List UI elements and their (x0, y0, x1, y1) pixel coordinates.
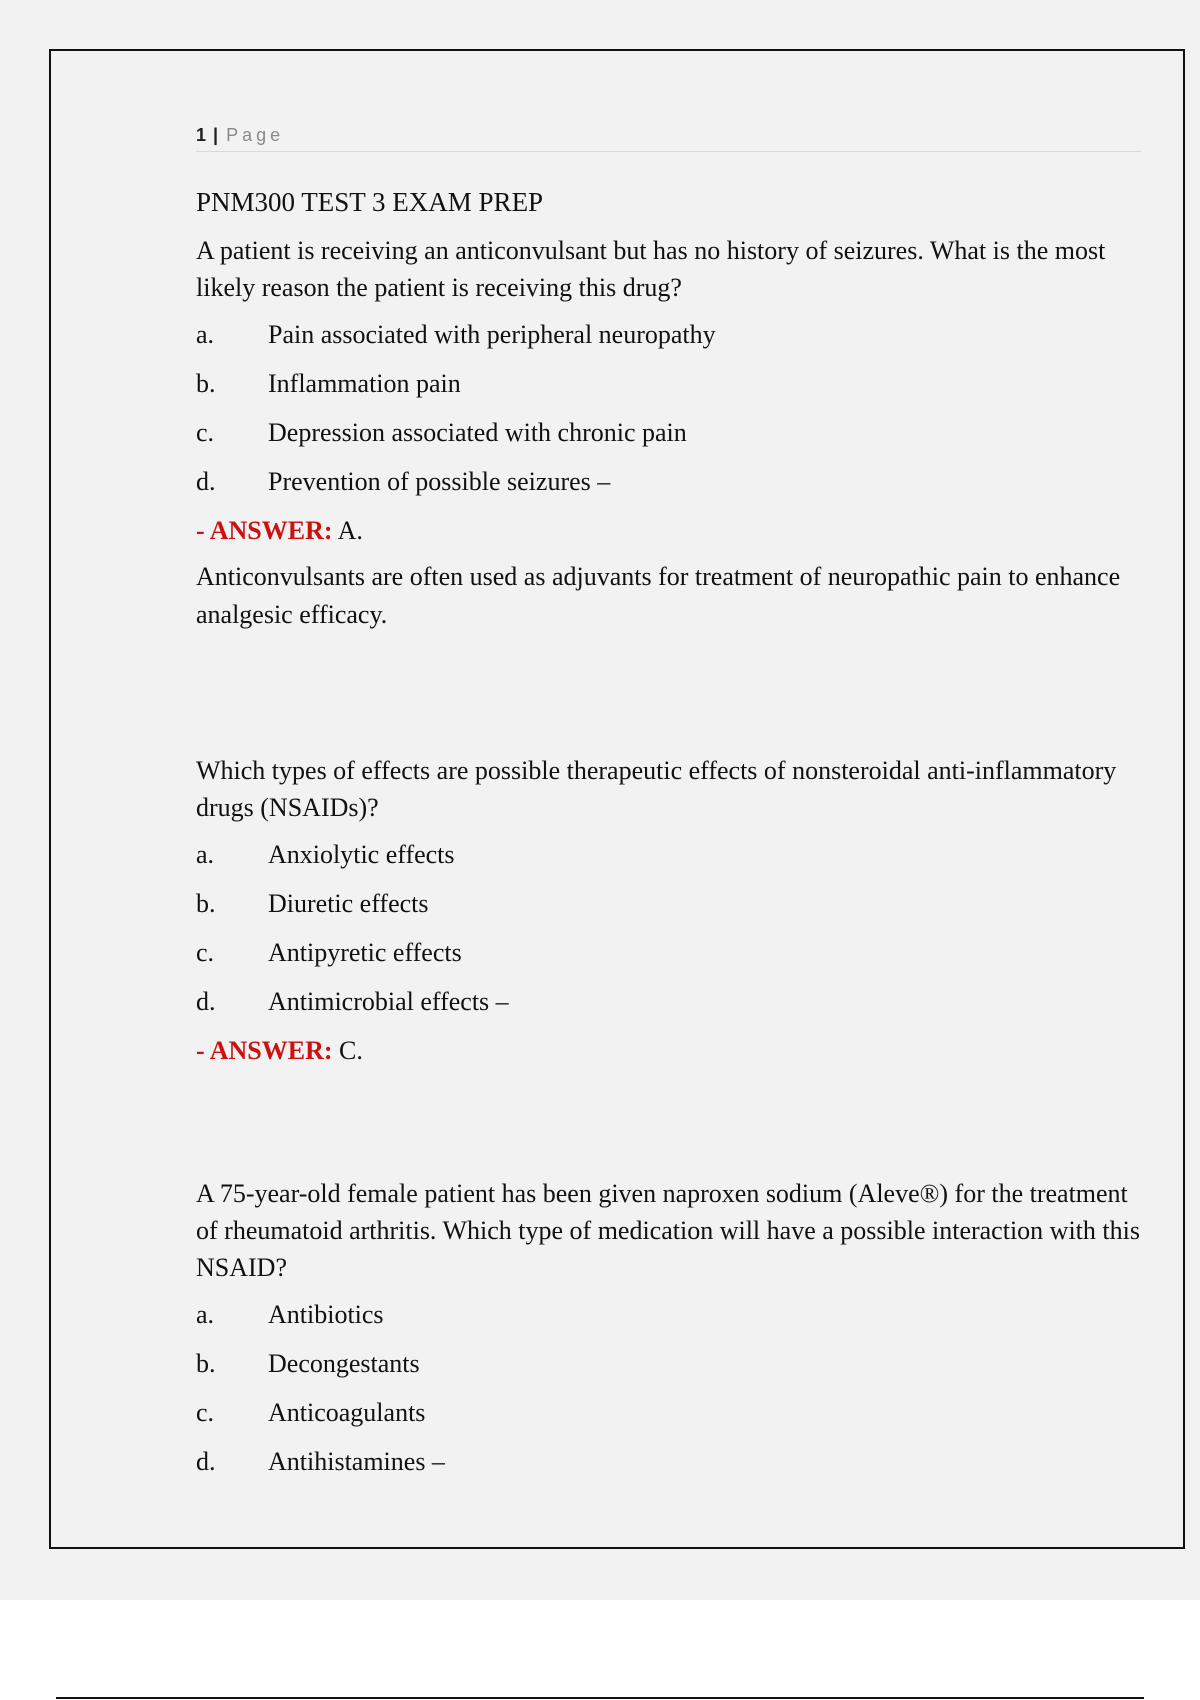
answer-label: - ANSWER: (196, 1036, 333, 1065)
option-item (196, 934, 1141, 983)
option-text: Antihistamines – (268, 1447, 445, 1476)
option-text: Pain associated with peripheral neuropathy (268, 320, 716, 349)
option-letter: c. (196, 1398, 215, 1427)
option-letter: b. (196, 889, 216, 918)
option-item (196, 885, 1141, 934)
question-3-options (196, 1296, 1141, 1492)
question-3-text: A 75-year-old female patient has been given naproxen sodium (Aleve®) for the treatment of rheumatoid arthritis. Which type of medication will have a possible interaction with this NSAID? (196, 1179, 1140, 1282)
page-content (196, 123, 1141, 1492)
option-item (196, 1394, 1141, 1443)
answer-label: - ANSWER: (196, 516, 333, 545)
option-text: Antipyretic effects (268, 938, 462, 967)
option-item (196, 463, 1141, 512)
option-letter: b. (196, 1349, 216, 1378)
answer-value: C. (332, 1036, 363, 1065)
question-1-explanation: Anticonvulsants are often used as adjuvants for treatment of neuropathic pain to enhance analgesic efficacy. (196, 562, 1121, 629)
page-number: 1 (196, 125, 207, 145)
page-header-separator: | (213, 125, 219, 145)
option-letter: a. (196, 1300, 215, 1329)
option-letter: b. (196, 369, 216, 398)
document-page (49, 49, 1185, 1549)
answer-value: A. (332, 516, 363, 545)
option-text: Decongestants (268, 1349, 420, 1378)
option-letter: d. (196, 467, 216, 496)
option-item (196, 1443, 1141, 1492)
option-letter: a. (196, 320, 215, 349)
option-letter: c. (196, 418, 215, 447)
option-item (196, 983, 1141, 1032)
option-text: Depression associated with chronic pain (268, 418, 687, 447)
option-text: Diuretic effects (268, 889, 429, 918)
option-text: Antibiotics (268, 1300, 384, 1329)
option-letter: d. (196, 1447, 216, 1476)
question-1-text: A patient is receiving an anticonvulsant but has no history of seizures. What is the most likely reason the patient is receiving this drug? (196, 236, 1106, 302)
option-text: Antimicrobial effects – (268, 987, 509, 1016)
option-text: Prevention of possible seizures – (268, 467, 611, 496)
bottom-divider (56, 1697, 1144, 1699)
option-item (196, 836, 1141, 885)
option-item (196, 365, 1141, 414)
page-label: Page (226, 125, 285, 145)
option-item (196, 1296, 1141, 1345)
option-item (196, 414, 1141, 463)
question-1-options (196, 316, 1141, 512)
option-text: Inflammation pain (268, 369, 461, 398)
option-letter: a. (196, 840, 215, 869)
option-item (196, 1345, 1141, 1394)
option-text: Anxiolytic effects (268, 840, 455, 869)
question-2-options (196, 836, 1141, 1032)
option-letter: c. (196, 938, 215, 967)
question-2-text: Which types of effects are possible therapeutic effects of nonsteroidal anti-inflammatory drugs (NSAIDs)? (196, 756, 1117, 822)
document-title: PNM300 TEST 3 EXAM PREP (196, 187, 544, 217)
question-2-answer (196, 1032, 1141, 1069)
page-header (196, 123, 1141, 152)
question-1-answer (196, 512, 1141, 549)
option-letter: d. (196, 987, 216, 1016)
option-item (196, 316, 1141, 365)
option-text: Anticoagulants (268, 1398, 426, 1427)
